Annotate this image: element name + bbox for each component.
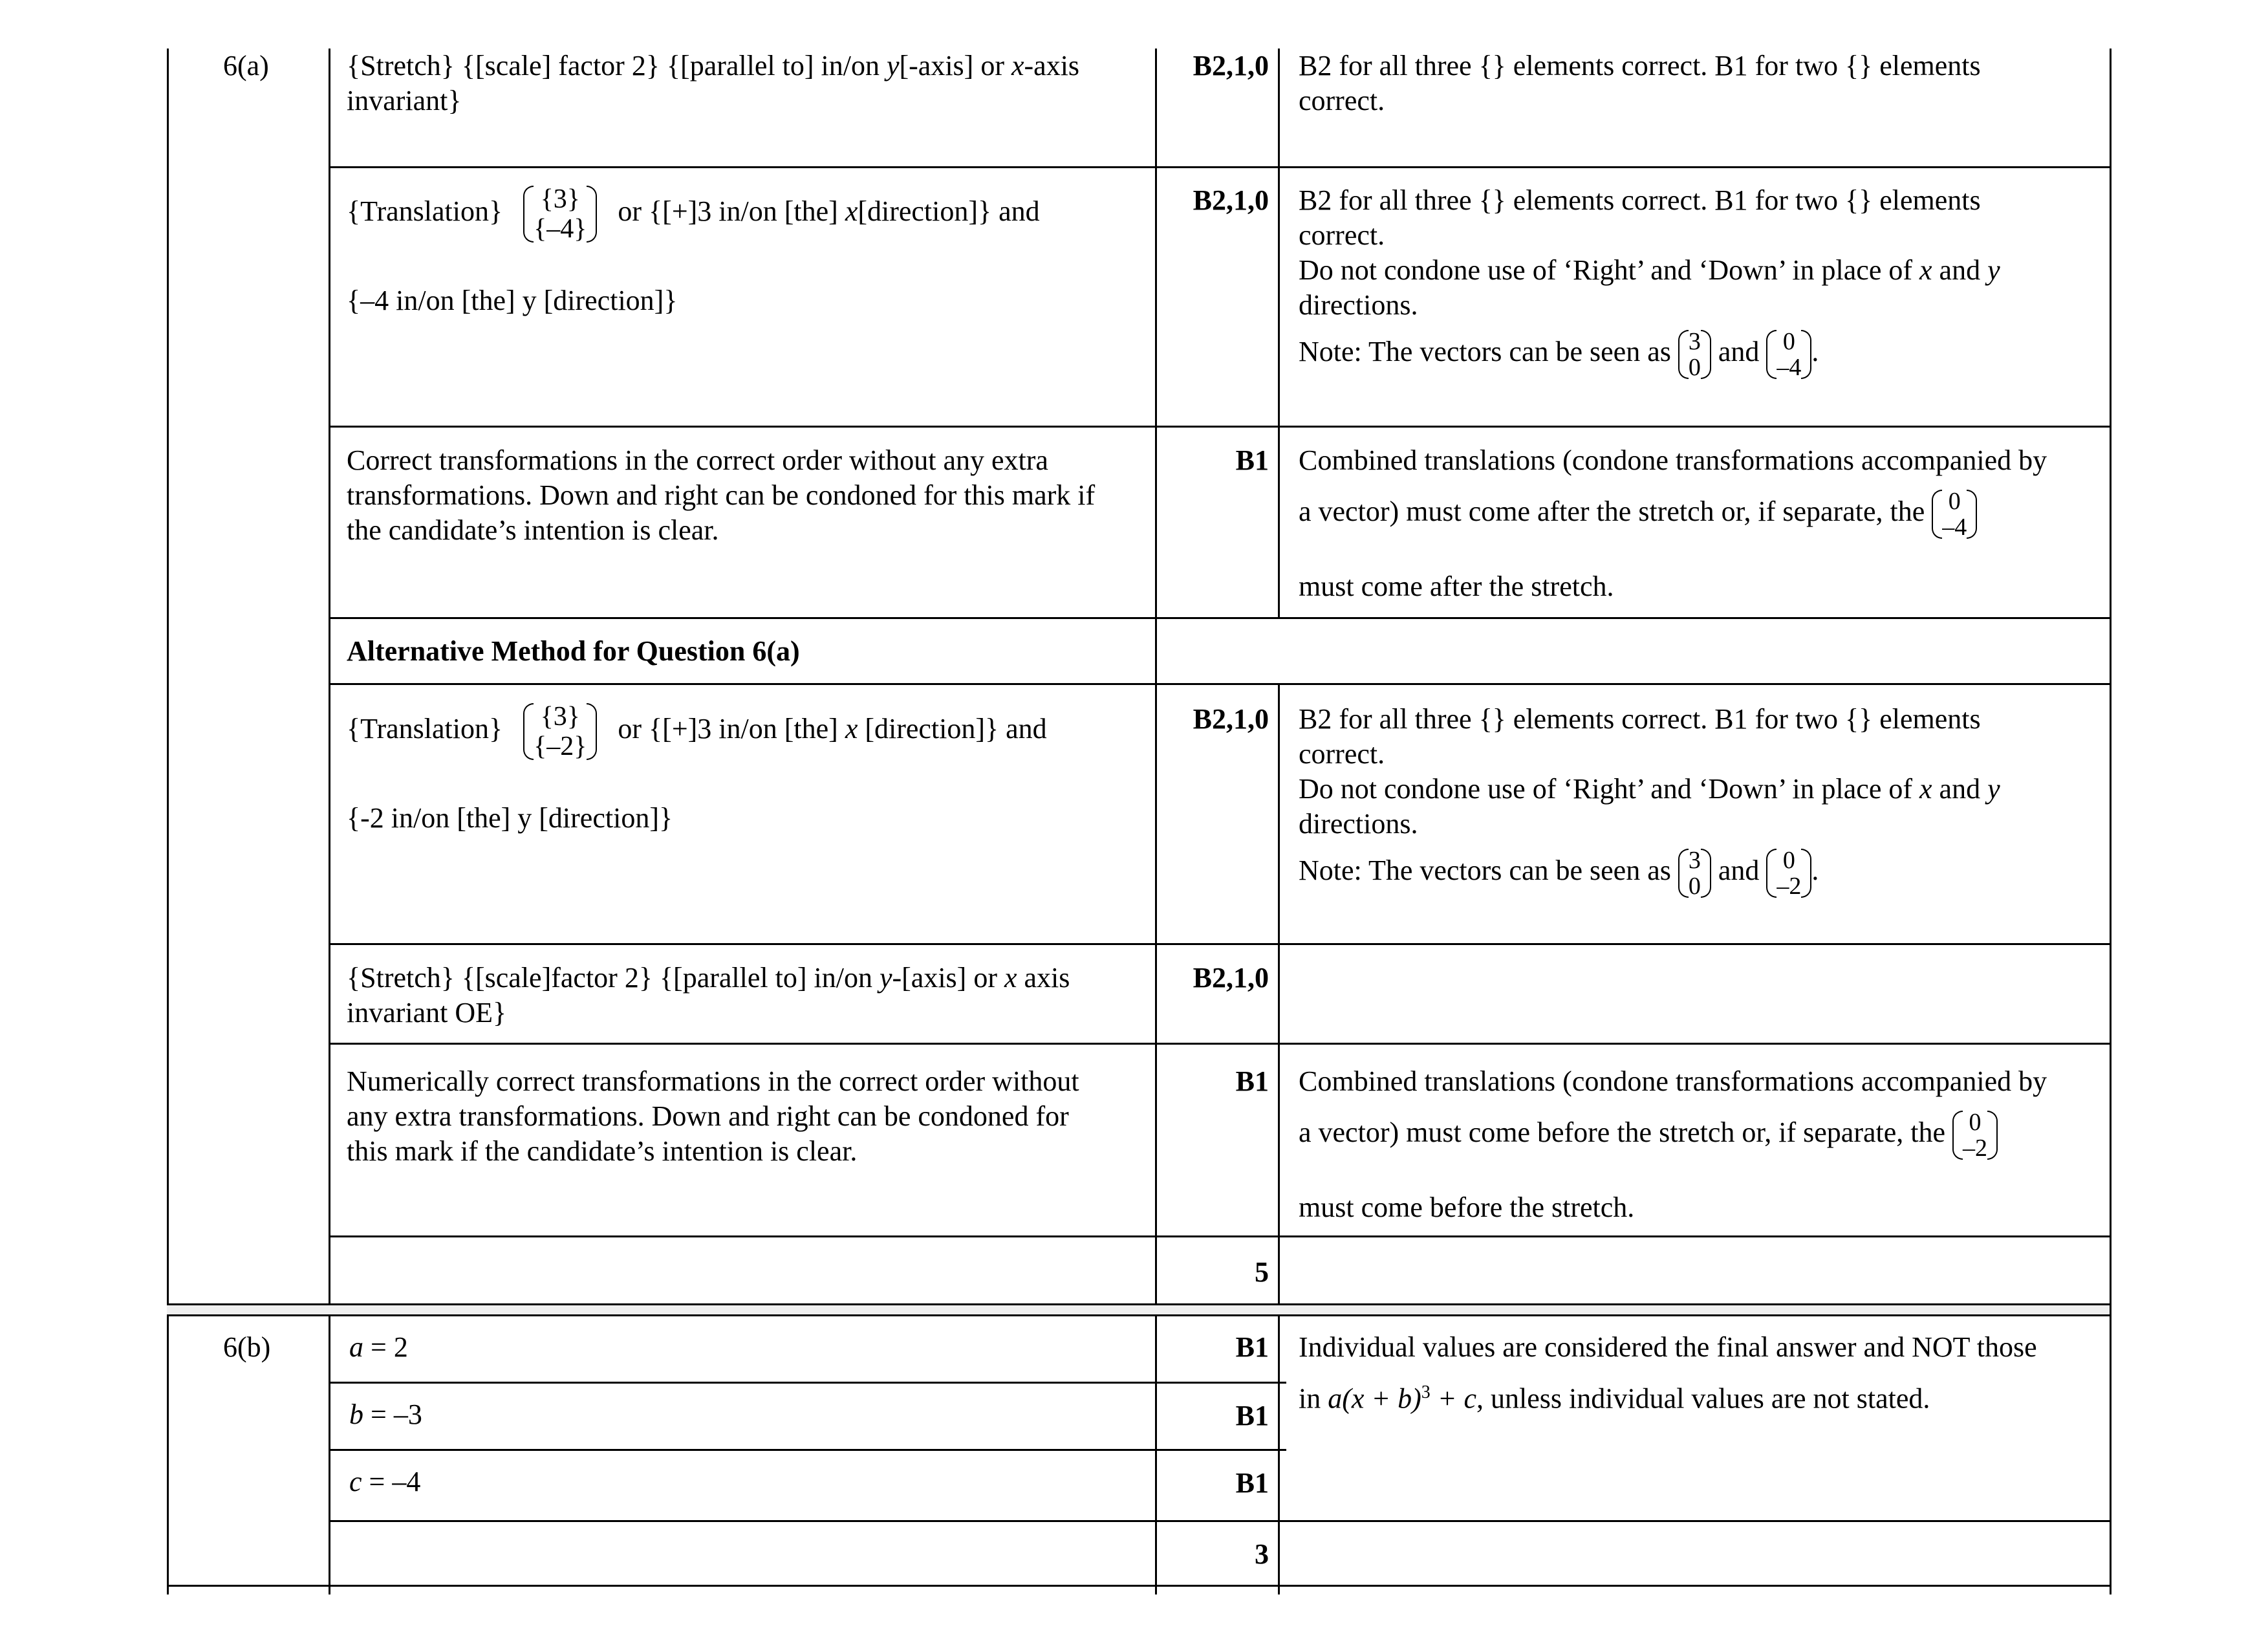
answer-row2-line2: {–4 in/on [the] y [direction]}: [347, 285, 678, 316]
answer-text: invariant}: [347, 85, 462, 116]
mark-row1: B2,1,0: [1193, 50, 1269, 82]
vector-top: {3}: [540, 184, 580, 214]
guidance-text: Do not condone use of ‘Right’ and ‘Down’ in place of: [1299, 254, 1920, 286]
column-divider-mark: [1155, 49, 1157, 1594]
answer-text: any extra transformations. Down and right can be condoned for: [347, 1100, 1069, 1132]
mark-row6: B1: [1235, 1065, 1269, 1097]
guidance-text: , unless individual values are not stated.: [1476, 1382, 1930, 1415]
alternative-method-heading: Alternative Method for Question 6(a): [347, 635, 800, 667]
vector-top: 3: [1688, 847, 1701, 874]
vector-top: {3}: [540, 702, 580, 732]
guidance-text: B2 for all three {} elements correct. B1 for two {} elements: [1299, 703, 1981, 735]
answer-text: or {[+]3 in/on [the]: [618, 713, 845, 745]
answer-text: -axis: [1024, 50, 1080, 82]
guidance-text: and: [1718, 854, 1760, 887]
vector-top: 0: [1782, 847, 1795, 874]
answer-text: this mark if the candidate’s intention is clear.: [347, 1135, 858, 1167]
answer-row4: [347, 702, 1142, 761]
guidance-vector: [1952, 1109, 1998, 1161]
answer-var-y: y: [886, 50, 900, 82]
guidance-var-x: x: [1919, 773, 1932, 805]
vector-bottom: {–4}: [534, 214, 587, 244]
guidance-text: Note: The vectors can be seen as: [1299, 336, 1671, 368]
answer-var-c: c: [349, 1466, 362, 1497]
mark-a: B1: [1235, 1331, 1269, 1363]
total-6b: 3: [1255, 1538, 1269, 1570]
guidance-text: B2 for all three {} elements correct. B1 for two {} elements: [1299, 50, 1981, 82]
row-divider: [329, 166, 2111, 168]
answer-var-x: x: [845, 195, 858, 228]
guidance-row2: [1299, 183, 2101, 323]
guidance-var-y: y: [1987, 254, 2000, 286]
answer-var-x: x: [1011, 50, 1024, 82]
answer-text: Numerically correct transformations in the correct order without: [347, 1065, 1079, 1097]
answer-row5: [347, 961, 1142, 1030]
table-right-border: [2110, 49, 2111, 1594]
answer-text: {Translation}: [347, 713, 503, 745]
answer-text: Correct transformations in the correct order without any extra: [347, 444, 1048, 476]
row-divider: [329, 683, 2111, 685]
answer-text: the candidate’s intention is clear.: [347, 514, 719, 546]
answer-text: -[axis] or: [892, 962, 1004, 994]
mark-row3: B1: [1235, 444, 1269, 476]
mark-c: B1: [1235, 1467, 1269, 1499]
translation-vector: [523, 184, 597, 244]
guidance-var-x: x: [1919, 254, 1932, 286]
guidance-row2-note: [1299, 329, 2101, 380]
guidance-text: B2 for all three {} elements correct. B1 for two {} elements: [1299, 184, 1981, 216]
vector-bottom: 0: [1688, 873, 1701, 900]
answer-text: = –4: [362, 1466, 421, 1497]
answer-var-x: x: [845, 713, 858, 745]
guidance-text: correct.: [1299, 85, 1385, 116]
guidance-text: directions.: [1299, 289, 1418, 321]
mark-row2: B2,1,0: [1193, 184, 1269, 216]
vector-bottom: –2: [1777, 873, 1802, 900]
guidance-text: and: [1932, 254, 1988, 286]
column-divider-label: [329, 49, 330, 1594]
answer-var-b: b: [349, 1398, 363, 1430]
answer-row1: [347, 49, 1142, 118]
note-vector-2: [1766, 329, 1811, 380]
note-vector-1: [1678, 847, 1711, 899]
vector-top: 0: [1948, 488, 1961, 515]
answer-b: [349, 1397, 422, 1432]
vector-bottom: –4: [1777, 354, 1802, 381]
answer-text: [direction]} and: [858, 195, 1040, 228]
guidance-row3-line1: Combined translations (condone transformations accompanied by: [1299, 444, 2047, 476]
vector-bottom: 0: [1688, 354, 1701, 381]
answer-row3: [347, 443, 1142, 548]
answer-var-y: y: [879, 962, 892, 994]
mark-row5: B2,1,0: [1193, 962, 1269, 994]
row-divider: [329, 1449, 1286, 1451]
guidance-text: correct.: [1299, 738, 1385, 770]
guidance-text: and: [1718, 336, 1760, 368]
vector-top: 0: [1969, 1109, 1982, 1136]
mark-row4: B2,1,0: [1193, 703, 1269, 735]
row-divider: [329, 1043, 2111, 1045]
answer-text: or {[+]3 in/on [the]: [618, 195, 845, 228]
vector-bottom: –4: [1942, 514, 1967, 541]
guidance-text: a vector) must come before the stretch or, if separate, the: [1299, 1116, 1946, 1149]
note-vector-2: [1766, 847, 1811, 899]
answer-a: [349, 1330, 408, 1365]
guidance-row4-note: [1299, 847, 2101, 899]
section-separator: [167, 1303, 2110, 1316]
guidance-row6-line1: Combined translations (condone transformations accompanied by: [1299, 1065, 2047, 1097]
row-divider: [329, 1520, 2111, 1522]
guidance-row1: [1299, 49, 2101, 118]
answer-row2: [347, 184, 1142, 244]
row-divider: [329, 426, 2111, 428]
column-divider-guidance: [1278, 49, 1280, 1594]
answer-var-x: x: [1004, 962, 1017, 994]
guidance-text: .: [1811, 336, 1819, 368]
table-left-border: [167, 49, 169, 1594]
guidance-text: and: [1932, 773, 1988, 805]
row-divider: [329, 1382, 1286, 1384]
vector-bottom: {–2}: [534, 732, 587, 761]
question-label-6a: 6(a): [223, 50, 269, 82]
answer-text: [direction]} and: [858, 713, 1047, 745]
row-divider: [329, 943, 2111, 945]
answer-text: {Stretch} {[scale]factor 2} {[parallel to] in/on: [347, 962, 880, 994]
guidance-text: .: [1811, 854, 1819, 887]
answer-text: = –3: [363, 1398, 422, 1430]
total-6a: 5: [1255, 1256, 1269, 1288]
guidance-row4: [1299, 702, 2101, 842]
guidance-row3-line2: [1299, 488, 2101, 540]
row-divider: [329, 1235, 2111, 1237]
vector-top: 3: [1688, 328, 1701, 355]
guidance-row3-line3: must come after the stretch.: [1299, 571, 1614, 602]
guidance-text: directions.: [1299, 808, 1418, 840]
answer-row4-line2: {-2 in/on [the] y [direction]}: [347, 802, 673, 834]
expr-power: 3: [1421, 1382, 1431, 1402]
answer-var-a: a: [349, 1331, 363, 1363]
guidance-6b-line1: Individual values are considered the final answer and NOT those: [1299, 1331, 2037, 1363]
answer-text: transformations. Down and right can be condoned for this mark if: [347, 479, 1096, 511]
vector-top: 0: [1782, 328, 1795, 355]
answer-text: [-axis] or: [899, 50, 1011, 82]
answer-text: axis: [1017, 962, 1070, 994]
answer-text: {Translation}: [347, 195, 503, 228]
guidance-6b-line2: [1299, 1375, 2101, 1417]
expr-a: a: [1328, 1382, 1343, 1415]
answer-row6: [347, 1064, 1142, 1169]
guidance-text: a vector) must come after the stretch or, if separate, the: [1299, 495, 1925, 528]
guidance-text: Do not condone use of ‘Right’ and ‘Down’ in place of: [1299, 773, 1920, 805]
guidance-var-y: y: [1987, 773, 2000, 805]
heading-row-cover: [1157, 619, 1280, 683]
expr-c: + c: [1430, 1382, 1476, 1415]
guidance-vector: [1932, 488, 1977, 540]
guidance-row6-line3: must come before the stretch.: [1299, 1191, 1635, 1223]
expr-bracket: (x + b): [1342, 1382, 1421, 1415]
mark-b: B1: [1235, 1400, 1269, 1431]
answer-c: [349, 1464, 420, 1499]
guidance-row6-line2: [1299, 1109, 2101, 1161]
guidance-text: in: [1299, 1382, 1328, 1415]
vector-bottom: –2: [1963, 1135, 1988, 1162]
answer-text: invariant OE}: [347, 997, 507, 1028]
note-vector-1: [1678, 329, 1711, 380]
guidance-text: Note: The vectors can be seen as: [1299, 854, 1671, 887]
answer-text: = 2: [363, 1331, 408, 1363]
question-label-6b: 6(b): [223, 1331, 271, 1363]
answer-text: {Stretch} {[scale] factor 2} {[parallel to] in/on: [347, 50, 887, 82]
translation-vector: [523, 702, 597, 761]
guidance-text: correct.: [1299, 219, 1385, 251]
table-bottom-border: [167, 1585, 2111, 1587]
